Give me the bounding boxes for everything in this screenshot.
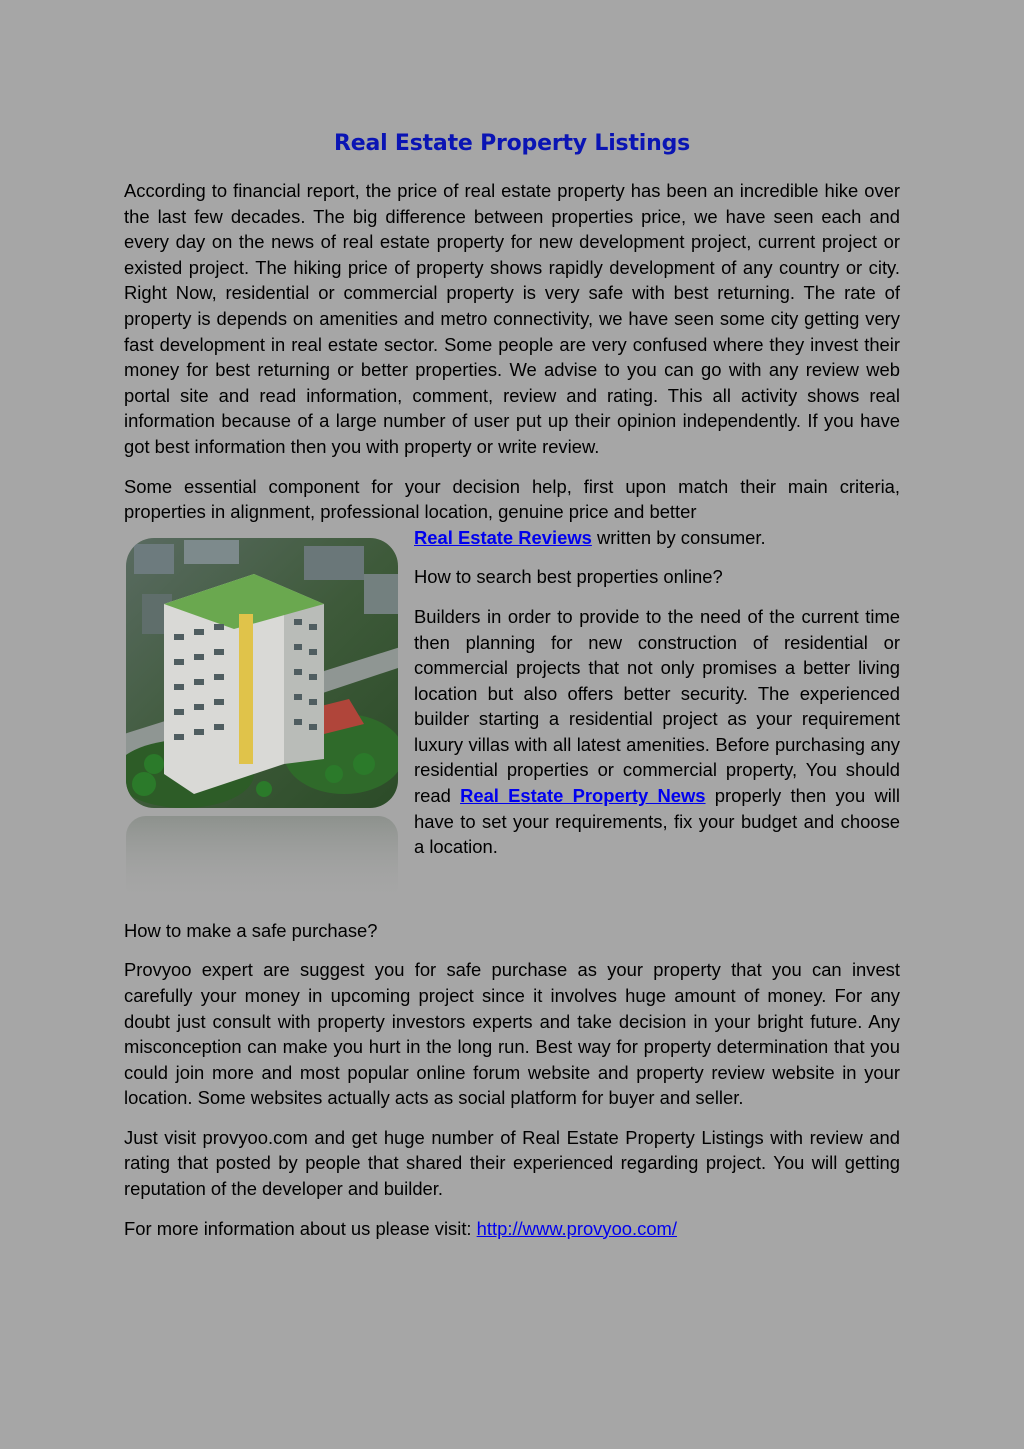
intro-paragraph: According to financial report, the price of real estate property has been an incredible hike over the last few decades. The big difference between properties price, we have seen each and every day on the news of real estate property for new development project, current project or existed project. The hiking price of property shows rapidly development of any country or city. Right Now, residential or commercial property is very safe with best returning. The rate of property is depends on amenities and metro connectivity, we have seen some city getting very fast development in real estate sector. Some people are very confused where they invest their money for best returning or better properties. We advise to you can go with any review web portal site and read information, comment, review and rating. This all activity shows real information because of a large number of user put up their opinion independently. If you have got best information then you with property or write review. [124,180,900,457]
page-title: Real Estate Property Listings [333,131,691,156]
real-estate-property-news-link[interactable]: Real Estate Property News [460,785,706,807]
decision-text-start: Some essential component for your decision help, first upon match their main criteria, properties in alignment, professional location, genuine price and better [124,475,900,523]
visit-paragraph: Just visit provyoo.com and get huge number of Real Estate Property Listings with review and rating that posted by people that shared their experienced regarding project. You will getting reputation of the developer and builder. [124,1126,900,1200]
building-image [124,534,410,914]
builders-text-start: Builders in order to provide to the need of the current time then planning for new construction of residential or commercial projects that not only promises a better living location but also offers better security. The experienced builder starting a residential project as your requirement luxury villas with all latest amenities. Before purchasing any residential properties or commercial property, You should read [414,605,900,807]
more-info-text: For more information about us please visit: [124,1217,477,1239]
document-page [124,126,900,1255]
builders-text-end: properly then you will have to set your requirements, fix your budget and choose a location. [414,785,900,858]
decision-text-end: written by consumer. [591,526,766,548]
real-estate-reviews-link[interactable]: Real Estate Reviews [414,526,592,548]
provyoo-url-link[interactable]: http://www.provyoo.com/ [476,1217,677,1239]
decision-paragraph [124,474,900,525]
question-safe-purchase: How to make a safe purchase? [124,919,378,941]
more-info-paragraph [124,1216,900,1242]
safe-purchase-paragraph: Provyoo expert are suggest you for safe purchase as your property that you can invest carefully your money in upcoming project since it involves huge amount of money. For any doubt just consult with property investors experts and take decision in your bright future. Any misconception can make you hurt in the long run. Best way for property determination that you could join more and most popular online forum website and property review website in your location. Some websites actually acts as social platform for buyer and seller. [124,959,900,1109]
question-search-online: How to search best properties online? [414,566,723,588]
